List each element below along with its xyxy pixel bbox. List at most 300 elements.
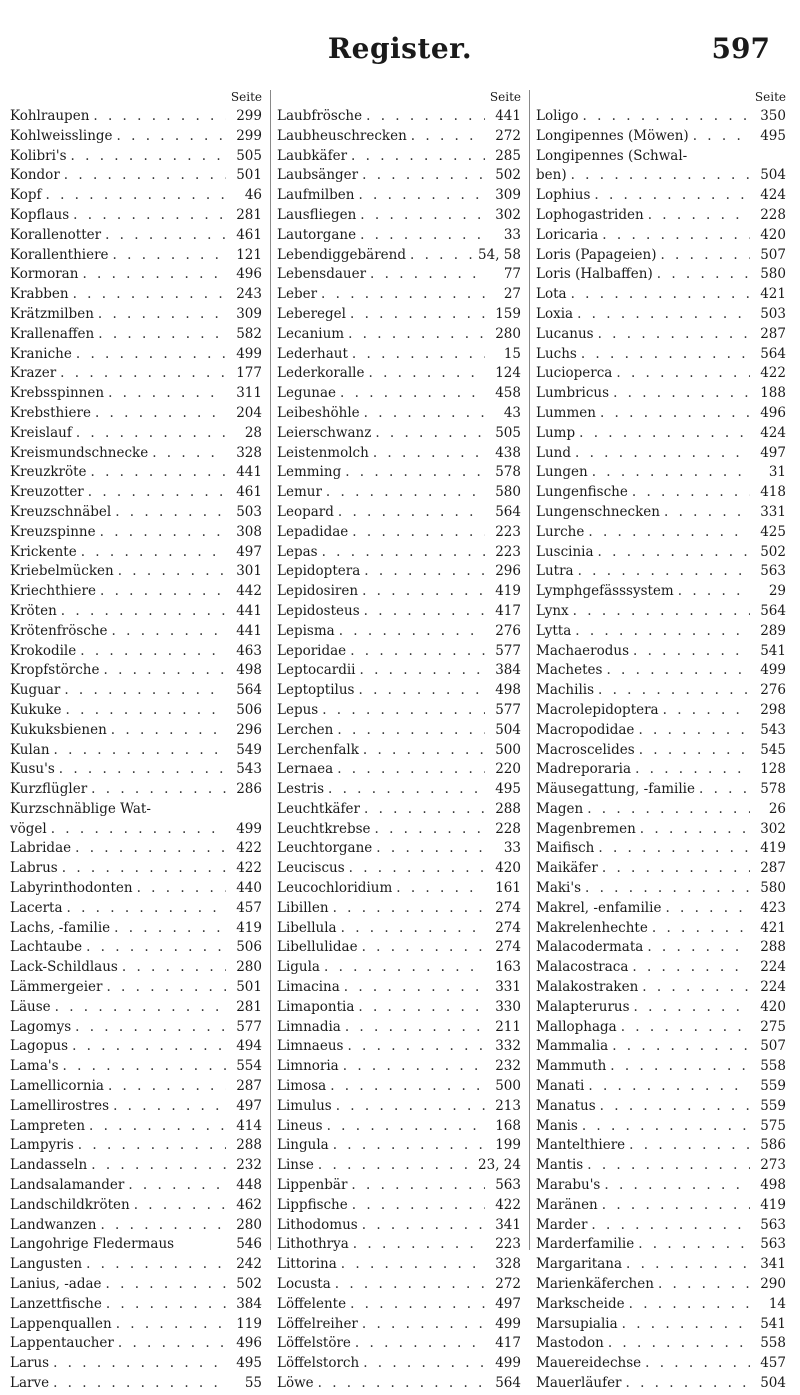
- entry-page: 424: [760, 424, 786, 441]
- index-entry: [8, 346, 270, 366]
- entry-term: Laufmilben: [277, 187, 355, 204]
- entry-term: Machetes: [536, 662, 603, 679]
- index-entry: [530, 1118, 794, 1138]
- entry-page: 54, 58: [478, 246, 521, 263]
- entry-page: 243: [236, 286, 262, 303]
- index-entry: [8, 504, 270, 524]
- leader-dots: [617, 1019, 750, 1035]
- leader-dots: [114, 1335, 226, 1351]
- entry-term: Lithothrya: [277, 1236, 349, 1253]
- index-entry: [271, 524, 529, 544]
- leader-dots: [113, 128, 226, 144]
- leader-dots: [347, 148, 485, 164]
- entry-page: 499: [760, 662, 786, 679]
- index-entry: [8, 108, 270, 128]
- entry-term: Kreuzotter: [10, 484, 84, 501]
- index-entry: [530, 1217, 794, 1237]
- entry-page: 274: [495, 919, 521, 936]
- index-entry: [8, 524, 270, 544]
- index-entry: [8, 939, 270, 959]
- leader-dots: [85, 1118, 226, 1134]
- entry-page: 46: [244, 187, 262, 204]
- leader-dots: [674, 583, 750, 599]
- entry-term: Kreislauf: [10, 424, 72, 441]
- leader-dots: [341, 464, 485, 480]
- entry-term: Kukuke: [10, 701, 62, 718]
- entry-page: 213: [495, 1097, 521, 1114]
- entry-term: Marder: [536, 1216, 588, 1233]
- leader-dots: [68, 1038, 226, 1054]
- entry-term: Löffelente: [277, 1295, 347, 1312]
- entry-page: 119: [236, 1315, 262, 1332]
- leader-dots: [356, 662, 486, 678]
- index-entry: [271, 722, 529, 742]
- entry-page: 301: [236, 563, 262, 580]
- leader-dots: [329, 1137, 485, 1153]
- leader-dots: [583, 801, 750, 817]
- entry-page: 541: [760, 642, 786, 659]
- entry-term: Lausfliegen: [277, 206, 357, 223]
- leader-dots: [314, 1375, 485, 1391]
- index-entry: [271, 504, 529, 524]
- entry-page: 296: [236, 721, 262, 738]
- entry-page: 211: [495, 1018, 521, 1035]
- entry-page: 298: [760, 701, 786, 718]
- leader-dots: [82, 939, 226, 955]
- leader-dots: [608, 1038, 750, 1054]
- entry-page: 280: [495, 325, 521, 342]
- entry-page: 506: [236, 939, 262, 956]
- entry-term: Kreuzspinne: [10, 523, 96, 540]
- index-entry: [8, 1137, 270, 1157]
- leader-dots: [82, 1256, 226, 1272]
- leader-dots: [348, 524, 485, 540]
- entry-term: Mastodon: [536, 1335, 604, 1352]
- leader-dots: [573, 306, 750, 322]
- entry-term: Krickente: [10, 543, 77, 560]
- index-entry: [8, 1355, 270, 1375]
- entry-page: 441: [495, 108, 521, 124]
- entry-page: 563: [760, 1216, 786, 1233]
- entry-page: 559: [760, 1078, 786, 1095]
- leader-dots: [689, 128, 750, 144]
- entry-term: Lagomys: [10, 1018, 72, 1035]
- entry-page: 15: [503, 345, 521, 362]
- entry-term: Lagopus: [10, 1038, 69, 1055]
- leader-dots: [148, 445, 226, 461]
- leader-dots: [99, 662, 226, 678]
- leader-dots: [567, 286, 750, 302]
- leader-dots: [630, 999, 750, 1015]
- index-entry: [271, 781, 529, 801]
- index-entry: [530, 860, 794, 880]
- entry-term: Kriebelmücken: [10, 563, 114, 580]
- leader-dots: [634, 722, 750, 738]
- entry-term: Markscheide: [536, 1295, 625, 1312]
- entry-term: Lappentaucher: [10, 1335, 114, 1352]
- entry-term: Landschildkröten: [10, 1196, 130, 1213]
- entry-page: 384: [495, 662, 521, 679]
- entry-term: Lepadidae: [277, 523, 349, 540]
- leader-dots: [354, 682, 485, 698]
- leader-dots: [346, 1296, 485, 1312]
- entry-term: Krabben: [10, 286, 69, 303]
- entry-page: 496: [236, 266, 262, 283]
- entry-page: 331: [760, 503, 786, 520]
- index-entry: [530, 603, 794, 623]
- entry-term: Lund: [536, 444, 571, 461]
- entry-page: 188: [760, 385, 786, 402]
- leader-dots: [360, 563, 485, 579]
- entry-term: Kopf: [10, 187, 42, 204]
- leader-dots: [598, 1197, 750, 1213]
- index-entry: [8, 207, 270, 227]
- index-columns: [8, 90, 794, 1391]
- index-entry: [8, 1098, 270, 1118]
- entry-page: 564: [760, 602, 786, 619]
- index-entry: [271, 563, 529, 583]
- entry-term: Margaritana: [536, 1256, 623, 1273]
- entry-term: Löffelreiher: [277, 1315, 358, 1332]
- index-entry: [530, 563, 794, 583]
- entry-term: Kopflaus: [10, 206, 70, 223]
- entry-term: Lautorgane: [277, 226, 357, 243]
- index-entry: [530, 306, 794, 326]
- page-title: Register.: [327, 32, 473, 65]
- leader-dots: [590, 187, 750, 203]
- entry-term: Kreuzkröte: [10, 464, 87, 481]
- entry-page: 564: [495, 503, 521, 520]
- entry-page: 499: [495, 1355, 521, 1372]
- leader-dots: [60, 167, 226, 183]
- index-entry: [271, 959, 529, 979]
- leader-dots: [89, 108, 226, 124]
- entry-term: Lecanium: [277, 325, 345, 342]
- leader-dots: [94, 306, 226, 322]
- leader-dots: [51, 999, 226, 1015]
- entry-term: Lampreten: [10, 1117, 86, 1134]
- entry-term: Kolibri's: [10, 147, 67, 164]
- leader-dots: [77, 544, 226, 560]
- index-entry: [530, 326, 794, 346]
- entry-term: Lepidoptera: [277, 563, 361, 580]
- index-entry: [530, 761, 794, 781]
- index-entry: [530, 385, 794, 405]
- leader-dots: [331, 1276, 485, 1292]
- entry-term: Kukuksbienen: [10, 721, 107, 738]
- leader-dots: [69, 286, 226, 302]
- entry-term: Maki's: [536, 880, 582, 897]
- index-entry: [530, 939, 794, 959]
- entry-term: Laubkäfer: [277, 147, 348, 164]
- leader-dots: [50, 742, 226, 758]
- leader-dots: [333, 761, 485, 777]
- leader-dots: [96, 1217, 226, 1233]
- leader-dots: [638, 979, 750, 995]
- index-entry: [530, 266, 794, 286]
- entry-page: 545: [760, 741, 786, 758]
- entry-term: Macrolepidoptera: [536, 701, 659, 718]
- entry-term: Lummen: [536, 404, 596, 421]
- entry-term: Kormoran: [10, 266, 79, 283]
- entry-page: 419: [760, 1196, 786, 1213]
- index-entry: [530, 583, 794, 603]
- index-entry: [530, 920, 794, 940]
- index-entry: [530, 900, 794, 920]
- index-entry: [530, 484, 794, 504]
- leader-dots: [631, 761, 750, 777]
- entry-page: 500: [495, 741, 521, 758]
- leader-dots: [94, 326, 226, 342]
- entry-page: 281: [236, 998, 262, 1015]
- entry-page: 497: [495, 1295, 521, 1312]
- leader-dots: [67, 148, 226, 164]
- index-entry: [530, 1137, 794, 1157]
- entry-term: Manis: [536, 1117, 578, 1134]
- entry-page: 23, 24: [478, 1157, 521, 1174]
- index-entry: [271, 1118, 529, 1138]
- entry-term: Krebsspinnen: [10, 385, 105, 402]
- leader-dots: [629, 643, 750, 659]
- leader-dots: [49, 1355, 226, 1371]
- entry-term: Makrel, -enfamilie: [536, 899, 662, 916]
- entry-page: 563: [495, 1177, 521, 1194]
- entry-page: 274: [495, 939, 521, 956]
- index-entry: [8, 1375, 270, 1395]
- index-entry: [8, 781, 270, 801]
- entry-term: Mäusegattung, -familie: [536, 781, 695, 798]
- leader-dots: [72, 425, 226, 441]
- index-entry: [530, 1355, 794, 1375]
- entry-term: Lernaea: [277, 761, 334, 778]
- entry-term: Lippfische: [277, 1196, 348, 1213]
- entry-page: 438: [495, 444, 521, 461]
- leader-dots: [314, 1157, 478, 1173]
- entry-page: 504: [760, 1375, 786, 1391]
- index-entry: [271, 1256, 529, 1276]
- entry-page: 498: [760, 1177, 786, 1194]
- entry-term: Leucochloridium: [277, 880, 393, 897]
- index-entry: [8, 742, 270, 762]
- index-entry: [8, 840, 270, 860]
- entry-page: 177: [236, 365, 262, 382]
- entry-page: 228: [495, 820, 521, 837]
- entry-page: 421: [760, 919, 786, 936]
- index-entry: [530, 840, 794, 860]
- entry-term: Löwe: [277, 1375, 314, 1391]
- leader-dots: [71, 1019, 226, 1035]
- leader-dots: [322, 484, 485, 500]
- entry-term: Malacostraca: [536, 959, 629, 976]
- index-entry: [8, 603, 270, 623]
- index-entry: [271, 1038, 529, 1058]
- entry-page: 507: [760, 246, 786, 263]
- entry-term: Lineus: [277, 1117, 323, 1134]
- entry-page: 498: [495, 682, 521, 699]
- leader-dots: [55, 761, 226, 777]
- index-entry: [530, 1256, 794, 1276]
- entry-page: 502: [236, 1276, 262, 1293]
- entry-page: 223: [495, 1236, 521, 1253]
- entry-term: Mammalia: [536, 1038, 609, 1055]
- entry-page: 299: [236, 108, 262, 124]
- leader-dots: [78, 266, 226, 282]
- leader-dots: [579, 108, 751, 124]
- index-entry: [8, 247, 270, 267]
- index-entry: [8, 1157, 270, 1177]
- entry-term: Kusu's: [10, 761, 55, 778]
- entry-page: 440: [236, 880, 262, 897]
- entry-page: 495: [760, 127, 786, 144]
- index-entry: [271, 643, 529, 663]
- entry-page: 418: [760, 484, 786, 501]
- leader-dots: [334, 504, 485, 520]
- leader-dots: [583, 1157, 750, 1173]
- leader-dots: [333, 722, 485, 738]
- index-entry: [8, 999, 270, 1019]
- index-entry: [8, 920, 270, 940]
- index-entry: [271, 999, 529, 1019]
- leader-dots: [596, 1098, 750, 1114]
- index-entry: [530, 1296, 794, 1316]
- index-entry: [8, 187, 270, 207]
- index-entry: [271, 900, 529, 920]
- leader-dots: [96, 583, 226, 599]
- leader-dots: [341, 1019, 485, 1035]
- entry-term: Lachtaube: [10, 939, 83, 956]
- entry-term: Limapontia: [277, 998, 355, 1015]
- entry-page: 384: [236, 1295, 262, 1312]
- index-entry: [530, 722, 794, 742]
- entry-term: Lucanus: [536, 325, 594, 342]
- leader-dots: [320, 959, 485, 975]
- entry-term: Labridae: [10, 840, 72, 857]
- entry-term: Lungenfische: [536, 484, 628, 501]
- index-entry: [271, 821, 529, 841]
- leader-dots: [339, 1058, 485, 1074]
- entry-term: Lynx: [536, 602, 569, 619]
- index-entry: [8, 405, 270, 425]
- leader-dots: [60, 682, 226, 698]
- leader-dots: [581, 880, 750, 896]
- entry-page: 564: [236, 682, 262, 699]
- index-entry: [8, 425, 270, 445]
- entry-term: Leuchtkrebse: [277, 820, 371, 837]
- entry-page: 496: [236, 1335, 262, 1352]
- entry-page: 505: [236, 147, 262, 164]
- entry-page: 441: [236, 622, 262, 639]
- entry-page: 161: [495, 880, 521, 897]
- leader-dots: [656, 247, 750, 263]
- leader-dots: [371, 821, 485, 837]
- entry-page: 296: [495, 563, 521, 580]
- leader-dots: [329, 900, 485, 916]
- entry-page: 507: [760, 1038, 786, 1055]
- entry-page: 580: [760, 266, 786, 283]
- index-entry: [530, 1197, 794, 1217]
- leader-dots: [628, 959, 750, 975]
- leader-dots: [606, 1058, 750, 1074]
- entry-term: Locusta: [277, 1276, 331, 1293]
- entry-page: 419: [236, 919, 262, 936]
- entry-term: Langusten: [10, 1256, 83, 1273]
- entry-term: Lump: [536, 424, 576, 441]
- leader-dots: [371, 425, 485, 441]
- entry-term: Krebsthiere: [10, 404, 91, 421]
- entry-page: 423: [760, 899, 786, 916]
- index-entry: [530, 742, 794, 762]
- entry-page: 563: [760, 563, 786, 580]
- entry-term: Machilis: [536, 682, 595, 699]
- entry-term: Lederkoralle: [277, 365, 365, 382]
- entry-term: Leistenmolch: [277, 444, 369, 461]
- entry-page: 276: [495, 622, 521, 639]
- leader-dots: [102, 1296, 226, 1312]
- leader-dots: [369, 445, 485, 461]
- index-entry: [271, 247, 529, 267]
- index-entry: [271, 623, 529, 643]
- entry-page: 275: [760, 1018, 786, 1035]
- index-column-3: [529, 90, 794, 1391]
- index-entry: [271, 108, 529, 128]
- entry-term: Manatus: [536, 1097, 596, 1114]
- entry-page: 309: [236, 305, 262, 322]
- entry-page: 331: [495, 979, 521, 996]
- leader-dots: [102, 1276, 226, 1292]
- entry-page: 287: [236, 1078, 262, 1095]
- index-entry: [530, 227, 794, 247]
- leader-dots: [69, 207, 226, 223]
- entry-term: Lingula: [277, 1137, 329, 1154]
- entry-term: Kriechthiere: [10, 583, 96, 600]
- entry-term: Malacodermata: [536, 939, 644, 956]
- entry-term: Marderfamilie: [536, 1236, 635, 1253]
- index-entry: [530, 286, 794, 306]
- index-entry: [530, 959, 794, 979]
- index-entry: [530, 167, 794, 187]
- entry-term: Lymphgefässsystem: [536, 583, 674, 600]
- leader-dots: [87, 781, 226, 797]
- leader-dots: [609, 385, 750, 401]
- entry-page: 302: [760, 820, 786, 837]
- leader-dots: [622, 1256, 750, 1272]
- leader-dots: [598, 227, 750, 243]
- entry-term: Landsalamander: [10, 1177, 125, 1194]
- page-header: [0, 32, 800, 72]
- leader-dots: [618, 1316, 750, 1332]
- entry-term: Krötenfrösche: [10, 622, 108, 639]
- entry-term: Lerchenfalk: [277, 741, 359, 758]
- leader-dots: [335, 623, 485, 639]
- entry-page: 288: [236, 1137, 262, 1154]
- leader-dots: [118, 959, 226, 975]
- leader-dots: [74, 1137, 226, 1153]
- entry-page: 289: [760, 622, 786, 639]
- leader-dots: [109, 247, 226, 263]
- entry-page: 497: [236, 1097, 262, 1114]
- entry-page: 578: [495, 464, 521, 481]
- entry-term: Loxia: [536, 305, 574, 322]
- entry-page: 500: [495, 1078, 521, 1095]
- leader-dots: [644, 207, 750, 223]
- index-entry: [530, 999, 794, 1019]
- index-entry: [8, 266, 270, 286]
- entry-term: Lepidosteus: [277, 602, 360, 619]
- entry-page: 558: [760, 1058, 786, 1075]
- entry-page: 495: [236, 1355, 262, 1372]
- entry-term: Libellulidae: [277, 939, 358, 956]
- entry-page: 121: [236, 246, 262, 263]
